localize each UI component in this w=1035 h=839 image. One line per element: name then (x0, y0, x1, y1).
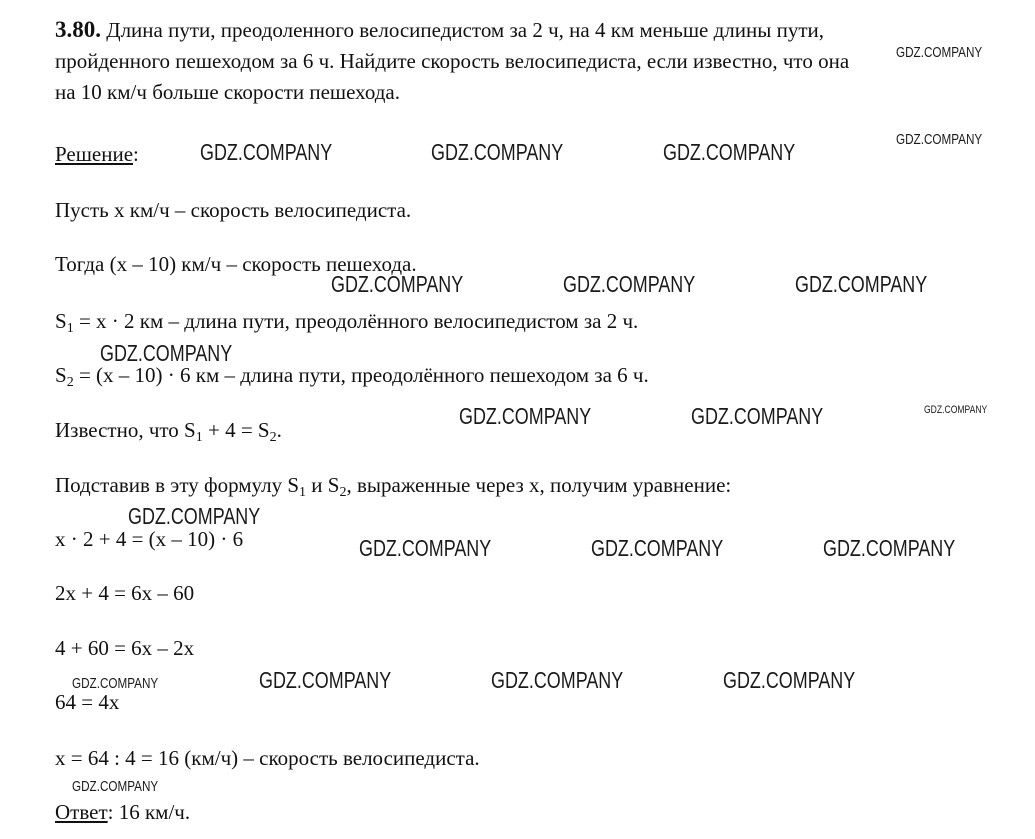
watermark: GDZ.COMPANY (663, 139, 796, 165)
equation-3: 4 + 60 = 6x – 2x (55, 636, 195, 660)
s1-symbol: S (55, 309, 67, 333)
problem-text-line-2: пройденного пешеходом за 6 ч. Найдите скорость велосипедиста, если известно, что она (55, 49, 850, 73)
solution-line-known (55, 415, 282, 445)
answer-label: Ответ (55, 800, 108, 824)
problem-statement (55, 14, 1020, 108)
equation-5: x = 64 : 4 = 16 (км/ч) – скорость велосипедиста. (55, 746, 480, 770)
watermark: GDZ.COMPANY (691, 403, 824, 429)
known-text-b: + 4 = S (202, 418, 270, 442)
watermark: GDZ.COMPANY (896, 44, 983, 61)
problem-text-line-3: на 10 км/ч больше скорости пешехода. (55, 80, 400, 104)
equation-1: x · 2 + 4 = (x – 10) · 6 (55, 527, 244, 551)
problem-text-line-1: Длина пути, преодоленного велосипедистом за 2 ч, на 4 км меньше длины пути, (106, 18, 825, 42)
solution-heading (55, 139, 139, 169)
watermark: GDZ.COMPANY (924, 404, 988, 416)
s1-subscript: 1 (66, 321, 74, 336)
s2-definition: = (x – 10) · 6 км – длина пути, преодолённого пешеходом за 6 ч. (73, 363, 649, 387)
subst-text-c: , выраженные через x, получим уравнение: (346, 473, 732, 497)
subst-subscript-1: 1 (299, 485, 307, 500)
problem-number: 3.80. (55, 17, 101, 42)
watermark: GDZ.COMPANY (723, 667, 856, 693)
subst-text-b: и S (306, 473, 340, 497)
answer-value: : 16 км/ч. (107, 800, 191, 824)
watermark: GDZ.COMPANY (896, 131, 983, 148)
known-text-c: . (276, 418, 282, 442)
watermark: GDZ.COMPANY (200, 139, 333, 165)
known-text-a: Известно, что S (55, 418, 196, 442)
s1-definition: = x · 2 км – длина пути, преодолённого велосипедистом за 2 ч. (73, 309, 639, 333)
equation-2: 2x + 4 = 6x – 60 (55, 581, 195, 605)
subst-subscript-2: 2 (339, 485, 347, 500)
solution-line-let: Пусть x км/ч – скорость велосипедиста. (55, 198, 412, 222)
watermark: GDZ.COMPANY (72, 675, 159, 692)
solution-line-s1 (55, 306, 638, 336)
solution-heading-label: Решение (55, 142, 134, 166)
watermark: GDZ.COMPANY (459, 403, 592, 429)
known-subscript-2: 2 (269, 430, 277, 445)
watermark: GDZ.COMPANY (100, 340, 233, 366)
watermark: GDZ.COMPANY (591, 535, 724, 561)
watermark: GDZ.COMPANY (795, 271, 928, 297)
solution-heading-colon: : (133, 142, 139, 166)
solution-line-substitute (55, 470, 731, 500)
watermark: GDZ.COMPANY (128, 503, 261, 529)
answer-line (55, 797, 190, 827)
watermark: GDZ.COMPANY (431, 139, 564, 165)
watermark: GDZ.COMPANY (331, 271, 464, 297)
watermark: GDZ.COMPANY (823, 535, 956, 561)
solution-line-then: Тогда (x – 10) км/ч – скорость пешехода. (55, 252, 417, 276)
equation-4: 64 = 4x (55, 690, 120, 714)
watermark: GDZ.COMPANY (491, 667, 624, 693)
s2-symbol: S (55, 363, 67, 387)
subst-text-a: Подставив в эту формулу S (55, 473, 300, 497)
watermark: GDZ.COMPANY (72, 778, 159, 795)
s2-subscript: 2 (66, 375, 74, 390)
watermark: GDZ.COMPANY (359, 535, 492, 561)
known-subscript-1: 1 (195, 430, 203, 445)
watermark: GDZ.COMPANY (563, 271, 696, 297)
watermark: GDZ.COMPANY (259, 667, 392, 693)
